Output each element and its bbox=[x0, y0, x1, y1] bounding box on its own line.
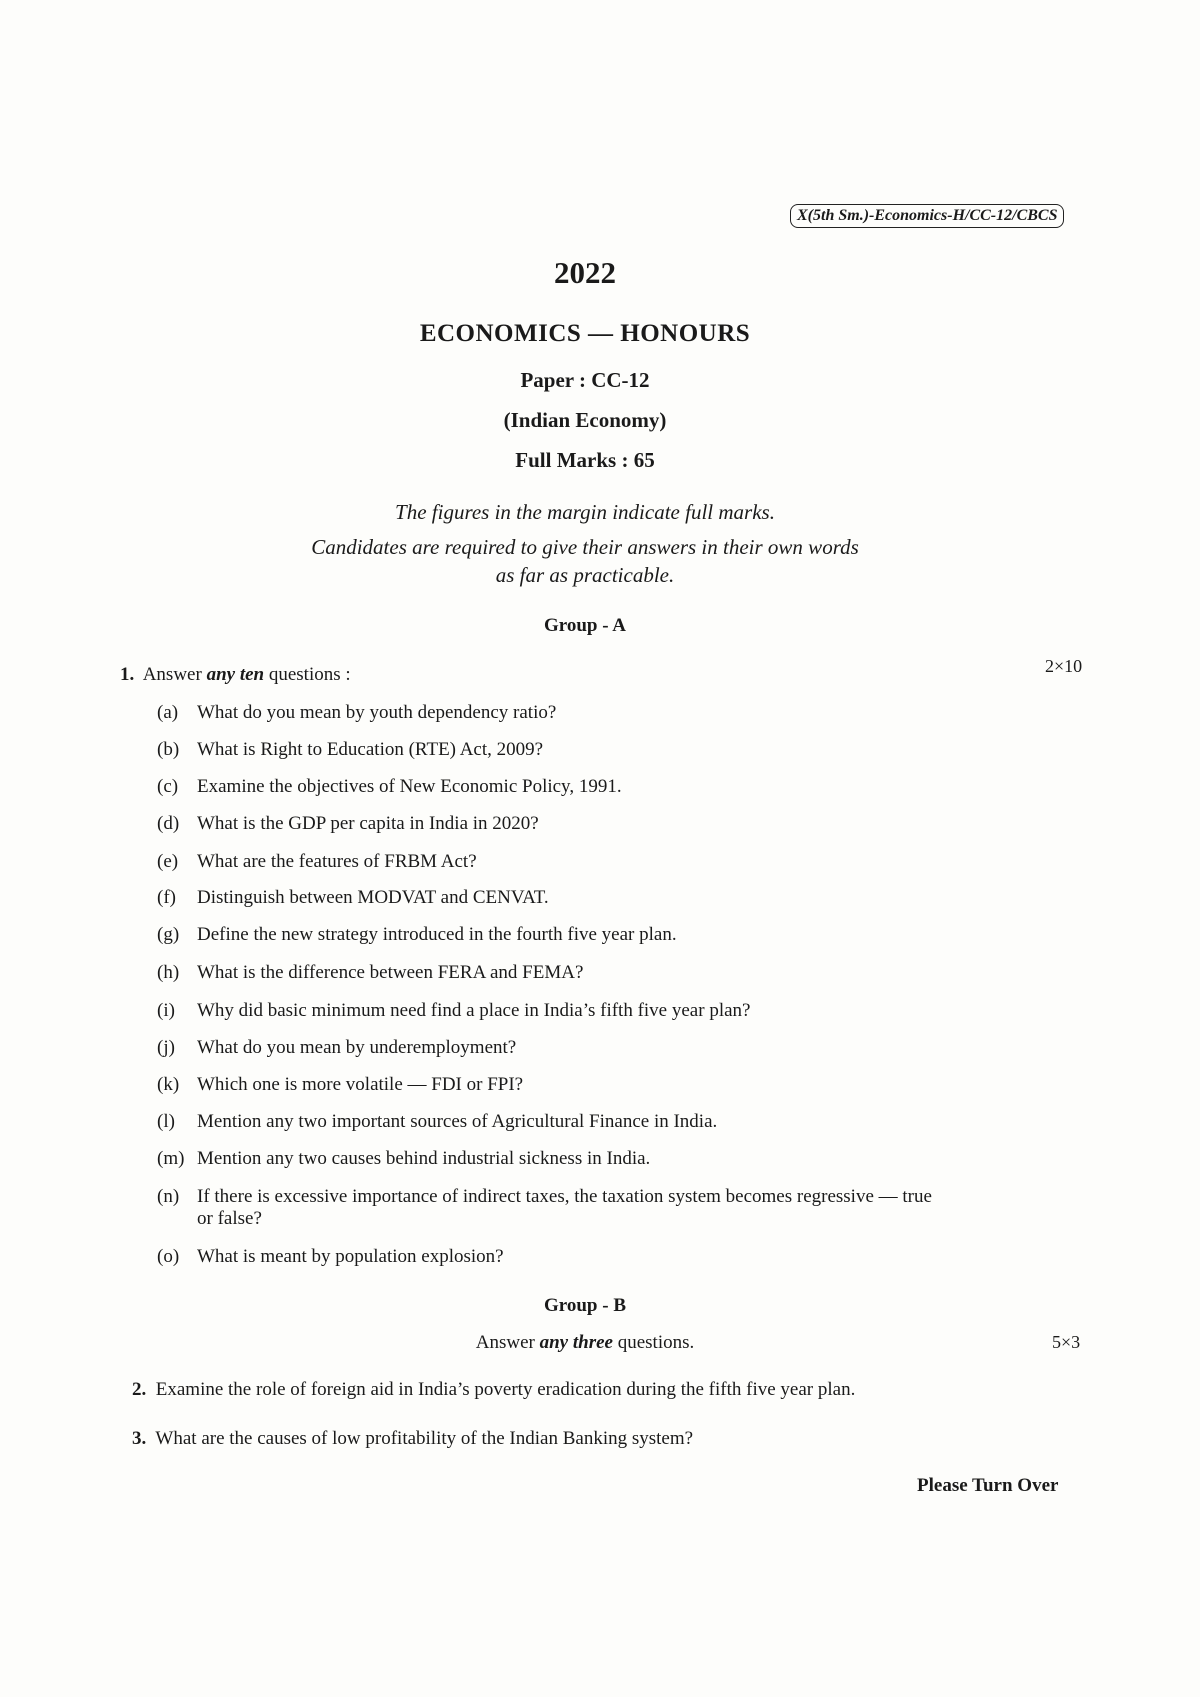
intro-text: Answer bbox=[142, 664, 202, 685]
exam-year: 2022 bbox=[554, 255, 616, 290]
sub-question-label: (c) bbox=[157, 776, 179, 797]
sub-question-h bbox=[157, 962, 583, 984]
sub-question-text: If there is excessive importance of indirect taxes, the taxation system becomes regressive — true bbox=[197, 1186, 932, 1207]
sub-question-m bbox=[157, 1148, 650, 1170]
sub-question-n bbox=[157, 1186, 932, 1230]
sub-question-label: (b) bbox=[157, 739, 180, 760]
question-2 bbox=[132, 1379, 855, 1401]
question-number: 1. bbox=[120, 664, 135, 685]
intro-emphasis: any ten bbox=[206, 664, 265, 685]
intro-text: questions. bbox=[617, 1332, 695, 1353]
sub-question-text: Which one is more volatile — FDI or FPI? bbox=[197, 1074, 524, 1095]
intro-text: Answer bbox=[475, 1332, 535, 1353]
sub-question-e bbox=[157, 851, 477, 873]
sub-question-text: Distinguish between MODVAT and CENVAT. bbox=[197, 887, 549, 908]
paper-code-box: X(5th Sm.)-Economics-H/CC-12/CBCS bbox=[790, 204, 1064, 228]
sub-question-text: What is Right to Education (RTE) Act, 2009? bbox=[197, 739, 544, 760]
sub-question-label: (f) bbox=[157, 887, 176, 908]
sub-question-label: (d) bbox=[157, 813, 180, 834]
group-b-title: Group - B bbox=[543, 1295, 626, 1316]
question-3 bbox=[132, 1428, 693, 1450]
sub-question-a bbox=[157, 702, 556, 724]
question-number: 3. bbox=[132, 1428, 147, 1449]
instruction-line-1: The figures in the margin indicate full marks. bbox=[395, 500, 775, 524]
sub-question-label: (j) bbox=[157, 1037, 175, 1058]
sub-question-text: Mention any two causes behind industrial sickness in India. bbox=[197, 1148, 651, 1169]
sub-question-label: (o) bbox=[157, 1246, 180, 1267]
question-1-intro bbox=[120, 664, 351, 686]
sub-question-label: (h) bbox=[157, 962, 180, 983]
sub-question-j bbox=[157, 1037, 516, 1059]
sub-question-label: (l) bbox=[157, 1111, 175, 1132]
intro-text: questions : bbox=[268, 664, 351, 685]
sub-question-text: What is the GDP per capita in India in 2020? bbox=[197, 813, 539, 834]
sub-question-o bbox=[157, 1246, 504, 1268]
sub-question-label: (e) bbox=[157, 851, 179, 872]
paper-number: Paper : CC-12 bbox=[520, 368, 650, 392]
sub-question-l bbox=[157, 1111, 717, 1133]
question-text: What are the causes of low profitability of the Indian Banking system? bbox=[155, 1428, 694, 1449]
sub-question-text: What is meant by population explosion? bbox=[197, 1246, 504, 1267]
instruction-line-3: as far as practicable. bbox=[495, 563, 675, 587]
instruction-line-2: Candidates are required to give their answers in their own words bbox=[311, 535, 859, 559]
sub-question-label: (n) bbox=[157, 1186, 180, 1207]
sub-question-k bbox=[157, 1074, 523, 1096]
sub-question-label: (k) bbox=[157, 1074, 180, 1095]
sub-question-text: What is the difference between FERA and FEMA? bbox=[197, 962, 584, 983]
group-b-intro bbox=[0, 1332, 1170, 1354]
sub-question-d bbox=[157, 813, 539, 835]
sub-question-label: (m) bbox=[157, 1148, 185, 1169]
sub-question-b bbox=[157, 739, 543, 761]
sub-question-i bbox=[157, 1000, 750, 1022]
question-number: 2. bbox=[132, 1379, 147, 1400]
group-a-marks: 2×10 bbox=[1045, 656, 1083, 676]
sub-question-label: (g) bbox=[157, 924, 180, 945]
please-turn-over: Please Turn Over bbox=[917, 1475, 1059, 1496]
sub-question-text: Examine the objectives of New Economic Policy, 1991. bbox=[197, 776, 622, 797]
sub-question-label: (a) bbox=[157, 702, 179, 723]
sub-question-text: Define the new strategy introduced in the fourth five year plan. bbox=[197, 924, 677, 945]
sub-question-text-continued: or false? bbox=[197, 1208, 262, 1229]
paper-title: (Indian Economy) bbox=[503, 408, 667, 432]
intro-emphasis: any three bbox=[539, 1332, 613, 1353]
subject-title: ECONOMICS — HONOURS bbox=[419, 320, 751, 347]
sub-question-text: Why did basic minimum need find a place in India’s fifth five year plan? bbox=[197, 1000, 751, 1021]
sub-question-text: What do you mean by underemployment? bbox=[197, 1037, 517, 1058]
question-text: Examine the role of foreign aid in India’s poverty eradication during the fifth five year plan. bbox=[155, 1379, 856, 1400]
group-a-title: Group - A bbox=[543, 615, 626, 636]
sub-question-text: Mention any two important sources of Agricultural Finance in India. bbox=[197, 1111, 718, 1132]
sub-question-g bbox=[157, 924, 677, 946]
sub-question-label: (i) bbox=[157, 1000, 175, 1021]
group-b-marks: 5×3 bbox=[1052, 1332, 1081, 1352]
sub-question-f bbox=[157, 887, 549, 909]
sub-question-text: What do you mean by youth dependency ratio? bbox=[197, 702, 557, 723]
sub-question-c bbox=[157, 776, 622, 798]
sub-question-text: What are the features of FRBM Act? bbox=[197, 851, 477, 872]
full-marks: Full Marks : 65 bbox=[515, 448, 655, 472]
